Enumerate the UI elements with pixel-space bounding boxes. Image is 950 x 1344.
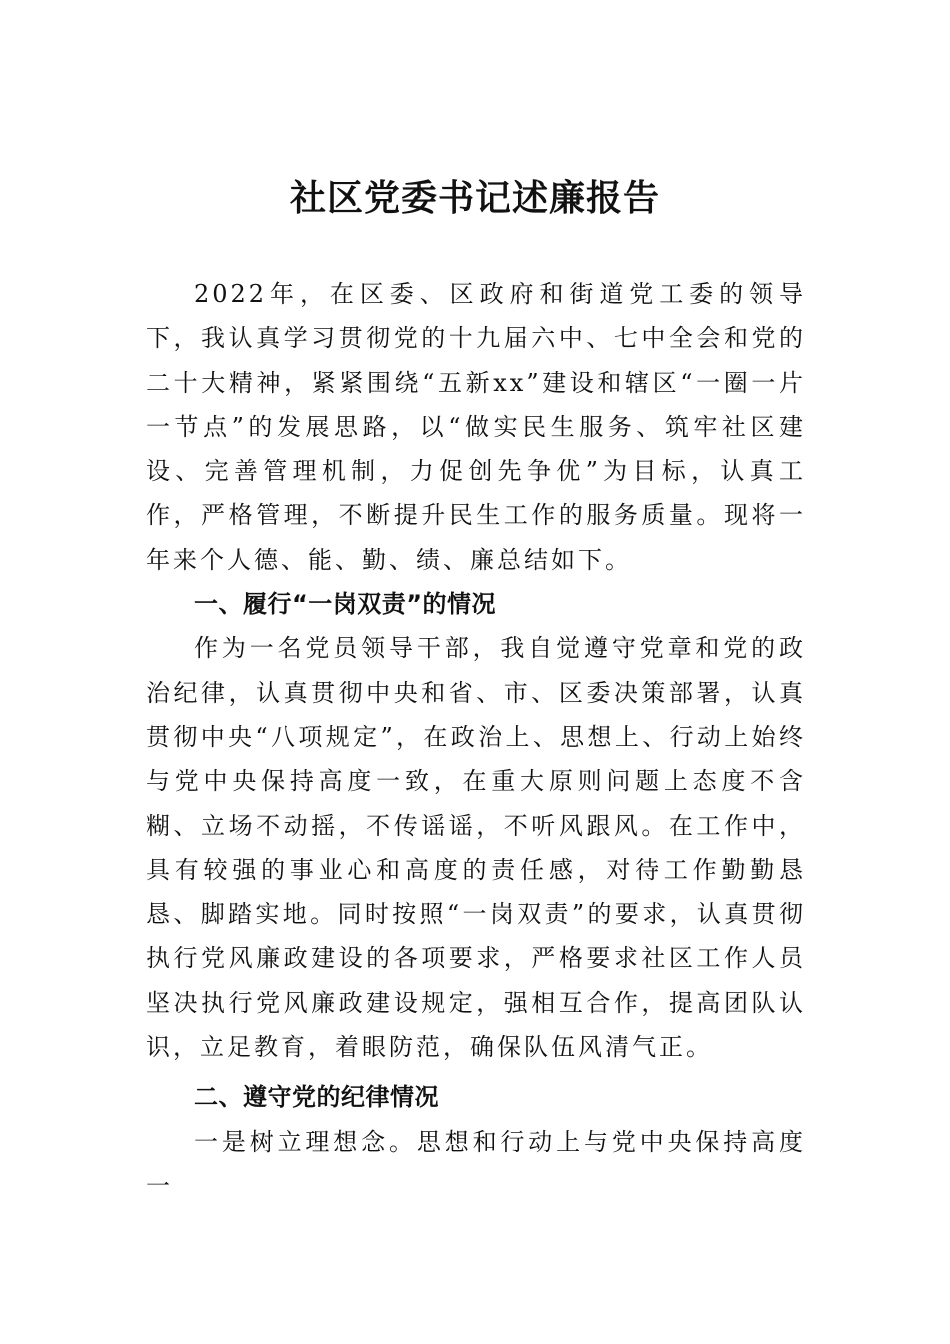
section-paragraph-1: 作为一名党员领导干部，我自觉遵守党章和党的政治纪律，认真贯彻中央和省、市、区委决策部署，认真贯彻中央“八项规定”，在政治上、思想上、行动上始终与党中央保持高度一致，在重大原则问题上态度不含糊、立场不动摇，不传谣谣，不听风跟风。在工作中，具有较强的事业心和高度的责任感，对待工作勤勤恳恳、脚踏实地。同时按照“一岗双责”的要求，认真贯彻执行党风廉政建设的各项要求，严格要求社区工作人员坚决执行党风廉政建设规定，强相互合作，提高团队认识，立足教育，着眼防范，确保队伍风清气正。 (146, 634, 806, 1062)
section-heading-2: 二、遵守党的纪律情况 (194, 1083, 439, 1112)
document-title: 社区党委书记述廉报告 (289, 177, 660, 219)
document-body (146, 272, 806, 1208)
section-paragraph-2: 一是树立理想念。思想和行动上与党中央保持高度一 (146, 1127, 806, 1200)
section-heading-1: 一、履行“一岗双责”的情况 (194, 590, 497, 619)
intro-paragraph: 2022年，在区委、区政府和街道党工委的领导下，我认真学习贯彻党的十九届六中、七中全会和党的二十大精神，紧紧围绕“五新xx”建设和辖区“一圈一片一节点”的发展思路，以“做实民生服务、筑牢社区建设、完善管理机制，力促创先争优”为目标，认真工作，严格管理，不断提升民生工作的服务质量。现将一年来个人德、能、勤、绩、廉总结如下。 (146, 280, 806, 574)
